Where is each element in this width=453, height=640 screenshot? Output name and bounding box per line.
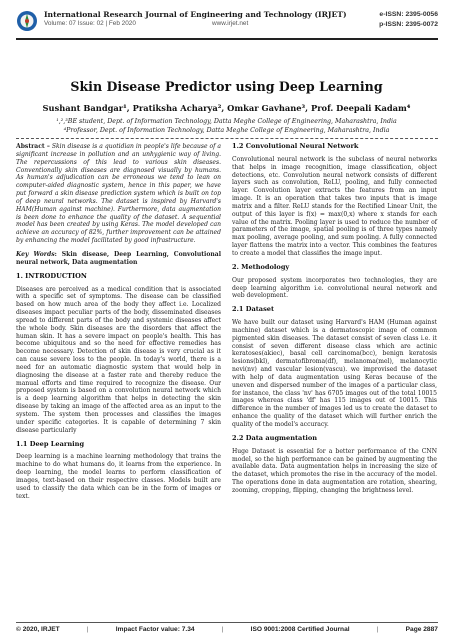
- irjet-logo-icon: [16, 10, 38, 32]
- section-heading-augmentation: 2.2 Data augmentation: [232, 433, 318, 442]
- header-rule: [16, 38, 438, 40]
- deep-learning-text: Deep learning is a machine learning methodology that trains the machine to do what humans do, it learns from the experience. In deep learning, the model learns to perform classification of images, text-based on their respective classes. Models built are used to classify the data which can be in the form of images or text.: [16, 453, 221, 500]
- keywords: [16, 251, 221, 267]
- right-column: [232, 143, 437, 501]
- section-heading-introduction: 1. INTRODUCTION: [16, 271, 87, 280]
- abstract-text: Skin disease is a quotidian in people's life because of a significant increase in pollution and an unhygienic way of living. The repercussions of this lead to various skin diseases. Conventionally skin diseases are diagnosed visually by humans. As human's adjudication can be erroneous we tend to lean on computer-aided diagnostic system, hence in this paper, we have put forward a skin disease prediction system which is built on top of deep neural networks. The dataset is inspired by Harvard's HAM(Human against machine). Furthermore, data augmentation is been done to enhance the quality of the dataset. A sequential model has been created by using Keras. The model developed can achieve an accuracy of 82%, further improvement can be attained by enhancing the model facilitated by good infrastructure.: [16, 143, 221, 245]
- eissn: e-ISSN: 2395-0056: [379, 11, 438, 18]
- affiliation-professor: ⁴Professor, Dept. of Information Technology, Datta Meghe College of Engineering, Maharashtra, India: [63, 127, 390, 134]
- journal-website[interactable]: www.irjet.net: [212, 20, 249, 27]
- footer-iso: ISO 9001:2008 Certified Journal: [250, 626, 350, 633]
- journal-volume: Volume: 07 Issue: 02 | Feb 2020: [44, 20, 136, 27]
- section-heading-methodology: 2. Methodology: [232, 262, 290, 271]
- section-heading-deep-learning: 1.1 Deep Learning: [16, 439, 85, 448]
- footer-page-number: Page 2887: [405, 626, 438, 633]
- introduction-text: Diseases are perceived as a medical condition that is associated with a specific set of symptoms. The disease can be classified based on how much area of the body they affect i.e. Localized diseases impact peculiar parts of the body, disseminated diseases spread to different parts of the body and systemic diseases affect the whole body. Skin diseases are the disorders that affect the human skin. It has a severe impact on people's health. This has become ubiquitous and so the need for effective remedies has become necessary. Detection of skin disease is very crucial as it can cause severe loss to the people. In today's world, there is a need for an automatic diagnostic system that would help in diagnosing the disease at a faster rate and thereby reduce the manual efforts and time required to recognize the disease. Our proposed system is based on a convolution neural network which is a deep learning algorithm that helps in detecting the skin disease by taking an image of the affected area as an input to the system. The system then processes and classifies the images under specific categories. It is capable of determining 7 skin disease particularly: [16, 285, 221, 434]
- abstract-label: Abstract –: [16, 143, 50, 150]
- footer-divider: |: [221, 626, 224, 633]
- footer-impact-factor: Impact Factor value: 7.34: [115, 626, 195, 633]
- journal-header: [16, 10, 438, 38]
- journal-name: International Research Journal of Engineering and Technology (IRJET): [44, 10, 347, 19]
- dataset-text: We have built our dataset using Harvard's HAM (Human against machine) dataset which is a dermatoscopic image of common pigmented skin diseases. The dataset consist of seven class i.e. it consist of seven different disease class which are actinic keratoses(akiec), basal cell carcinoma(bcc), benign keratosis lesions(bkl), dermatofibroma(df), melanoma(mel), melanocytic nevi(nv) and vascular lesion(vascu). we improvised the dataset with help of data augmentation using Keras because of the uneven and dispersed number of the images of a particular class, for instance, the class 'nv' has 6705 images out of the total 10015 images whereas class 'df' has 115 images out of 10015. This difference in the number of images led us to create the dataset to enhance the quality of the dataset which will further enrich the quality of the model's accuracy.: [232, 319, 437, 428]
- section-heading-dataset: 2.1 Dataset: [232, 305, 275, 314]
- methodology-text: Our proposed system incorporates two technologies, they are deep learning algorithm i.e. convolutional neural network and web development.: [232, 276, 437, 300]
- left-column: [16, 143, 221, 506]
- footer-copyright: © 2020, IRJET: [16, 626, 60, 633]
- page-footer: [16, 622, 438, 633]
- title-separator: [16, 138, 438, 139]
- paper-authors: Sushant Bandgar¹, Pratiksha Acharya², Omkar Gavhane³, Prof. Deepali Kadam⁴: [42, 103, 411, 113]
- keywords-label: Key Words: [16, 250, 55, 258]
- pissn: p-ISSN: 2395-0072: [379, 21, 438, 28]
- section-heading-cnn: 1.2 Convolutional Neural Network: [232, 142, 359, 150]
- keywords-text: : Skin disease, Deep Learning, Convolutional neural network, Data augmentation: [16, 250, 221, 266]
- affiliation-students: ¹,²,³BE student, Dept. of Information Technology, Datta Meghe College of Engineering, Maharashtra, India: [56, 118, 397, 125]
- paper-title: Skin Disease Predictor using Deep Learning: [70, 79, 383, 94]
- abstract: [16, 143, 221, 245]
- issn-block: [379, 10, 438, 30]
- cnn-text: Convolutional neural network is the subclass of neural networks that helps in image recognition, image classification, object detections, etc. Convolution neural network consists of different layers such as convolution, ReLU, pooling, and fully connected layer. Convolution layer extracts the features from an input image. It is an operation that takes two inputs that is image matrix and a filter. ReLU stands for the Rectified Linear Unit, the output of this layer is f(x) = max(0,x) where x stands for each value of the matrix. Pooling layer is used to reduce the number of parameters of the image, spatial pooling is of three types namely max pooling, average pooling, and sum pooling. A fully connected layer flattens the matrix into a vector. This combines the features to create a model that classifies the image input.: [232, 155, 437, 257]
- footer-divider: |: [86, 626, 89, 633]
- footer-divider: |: [376, 626, 379, 633]
- augmentation-text: Huge Dataset is essential for a better performance of the CNN model, so the high performance can be gained by augmenting the available data. Data augmentation helps in increasing the size of the dataset, which promotes the rise in the accuracy of the model. The operations done in data augmentation are rotation, shearing, zooming, cropping, flipping, changing the brightness level.: [232, 447, 437, 494]
